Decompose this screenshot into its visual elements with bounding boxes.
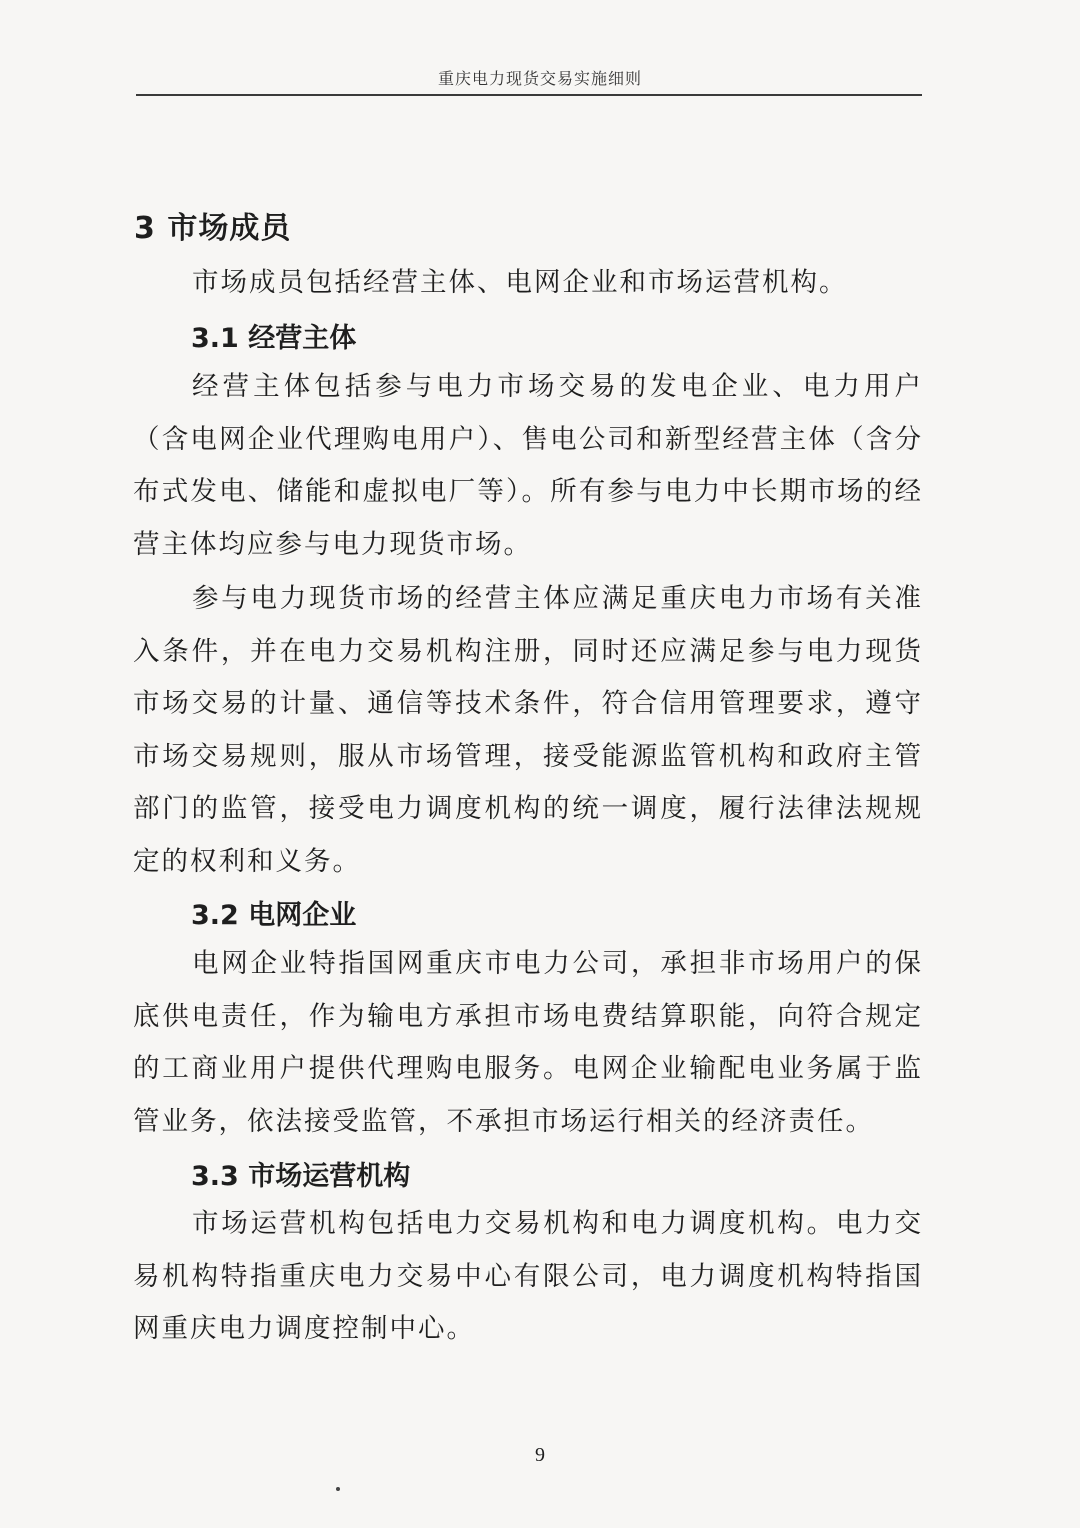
section-heading: 3 市场成员 — [134, 211, 292, 246]
section-intro-paragraph: 市场成员包括经营主体、电网企业和市场运营机构。 — [192, 267, 848, 298]
subsection-3-2-paragraph-1: 电网企业特指国网重庆市电力公司，承担非市场用户的保底供电责任，作为输电方承担市场电费结算职能，向符合规定的工商业用户提供代理购电服务。电网企业输配电业务属于监管业务，依法接受监管，不承担市场运行相关的经济责任。 — [133, 948, 923, 1137]
page-header-title: 重庆电力现货交易实施细则 — [437, 69, 642, 88]
subsection-heading-3-1: 3.1 经营主体 — [191, 323, 357, 354]
page-number: 9 — [535, 1444, 545, 1466]
subsection-3-1-paragraph-2: 参与电力现货市场的经营主体应满足重庆电力市场有关准入条件，并在电力交易机构注册，同时还应满足参与电力现货市场交易的计量、通信等技术条件，符合信用管理要求，遵守市场交易规则，服从市场管理，接受能源监管机构和政府主管部门的监管，接受电力调度机构的统一调度，履行法律法规规定的权利和义务。 — [133, 583, 923, 877]
scan-artifact-dot — [336, 1487, 340, 1491]
header-divider — [136, 94, 922, 96]
subsection-heading-3-2: 3.2 电网企业 — [191, 900, 357, 931]
subsection-3-3-paragraph-1: 市场运营机构包括电力交易机构和电力调度机构。电力交易机构特指重庆电力交易中心有限公司，电力调度机构特指国网重庆电力调度控制中心。 — [133, 1208, 923, 1345]
subsection-3-1-paragraph-1: 经营主体包括参与电力市场交易的发电企业、电力用户（含电网企业代理购电用户）、售电公司和新型经营主体（含分布式发电、储能和虚拟电厂等）。所有参与电力中长期市场的经营主体均应参与电力现货市场。 — [133, 371, 923, 560]
subsection-heading-3-3: 3.3 市场运营机构 — [191, 1161, 411, 1192]
